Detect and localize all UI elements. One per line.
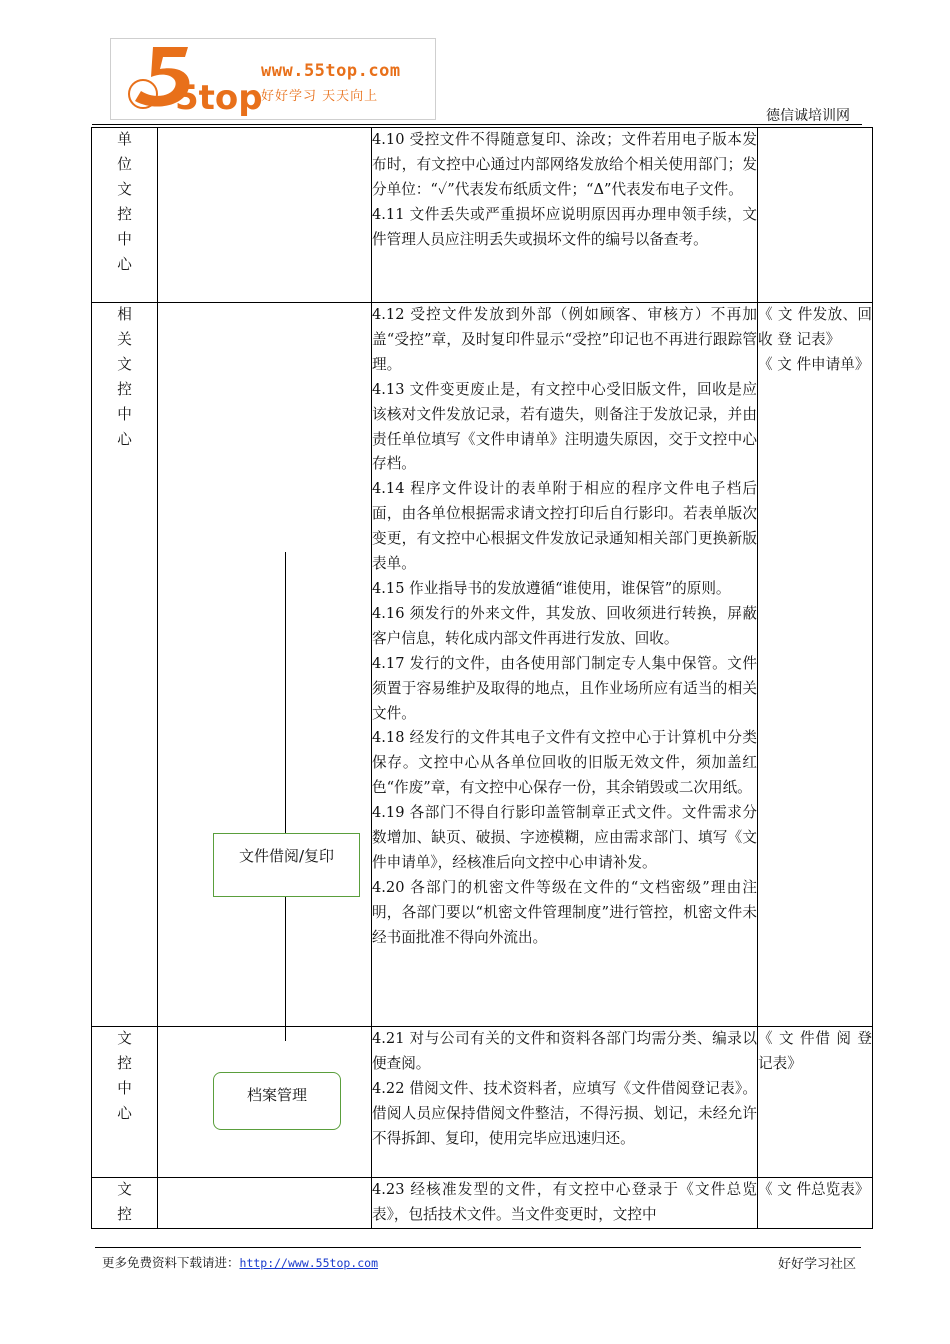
dept-char: 文 bbox=[117, 1030, 132, 1047]
clause-text: 4.10 受控文件不得随意复印、涂改；文件若用电子版本发布时，有文控中心通过内部网络发放给个相关使用部门；发分单位：“✓”代表发布纸质文件；“Δ”代表发布电子文件。 bbox=[372, 131, 757, 198]
records-cell bbox=[758, 1027, 873, 1178]
flow-cell bbox=[158, 303, 372, 1027]
dept-char: 文 bbox=[117, 180, 132, 198]
content-cell bbox=[372, 128, 758, 303]
clause-text: 4.19 各部门不得自行影印盖管制章正式文件。文件需求分数增加、缺页、破损、字迹模糊，应由需求部门、填写《文件申请单》，经核准后向文控中心申请补发。 bbox=[372, 804, 757, 871]
flow-cell bbox=[158, 1178, 372, 1229]
dept-char: 控 bbox=[117, 205, 132, 223]
footer-community: 好好学习社区 bbox=[777, 1257, 856, 1272]
clause-text: 4.21 对与公司有关的文件和资料各部门均需分类、编录以便查阅。 bbox=[372, 1030, 757, 1072]
dept-char: 文 bbox=[117, 355, 132, 373]
dept-char: 中 bbox=[117, 1079, 132, 1097]
site-name: 德信诚培训网 bbox=[766, 108, 850, 124]
clause-text: 4.12 受控文件发放到外部（例如顾客、审核方）不再加盖“受控”章，及时复印件显示“受控”印记也不再进行跟踪管理。 bbox=[372, 306, 757, 373]
clause-text: 4.17 发行的文件，由各使用部门制定专人集中保管。文件须置于容易维护及取得的地点，且作业场所应有适当的相关文件。 bbox=[372, 654, 757, 722]
content-cell bbox=[372, 1178, 758, 1229]
logo-url-text: www.55top.com bbox=[261, 61, 401, 81]
svg-text:5top: 5top bbox=[175, 78, 263, 118]
dept-cell bbox=[92, 303, 158, 1027]
record-form: 《 文 件总览表》 bbox=[758, 1181, 870, 1198]
dept-label bbox=[92, 1027, 157, 1127]
dept-char: 文 bbox=[117, 1181, 132, 1198]
clause-text: 4.18 经发行的文件其电子文件有文控中心于计算机中分类保存。文控中心从各单位回收的旧版无效文件，须加盖红色“作废”章，有文控中心保存一份，其余销毁或二次用纸。 bbox=[372, 729, 757, 797]
footer-download-note bbox=[102, 1253, 378, 1271]
dept-char: 控 bbox=[117, 1205, 132, 1223]
records-cell bbox=[758, 1178, 873, 1229]
clause-text: 4.20 各部门的机密文件等级在文件的“文档密级”理由注明，各部门要以“机密文件管理制度”进行管控，机密文件未经书面批准不得向外流出。 bbox=[372, 878, 757, 946]
flow-step-borrow-copy: 文件借阅/复印 bbox=[213, 833, 360, 897]
clause-text: 4.15 作业指导书的发放遵循“谁使用，谁保管”的原则。 bbox=[372, 579, 731, 597]
dept-char: 关 bbox=[117, 330, 132, 348]
dept-char: 相 bbox=[117, 306, 132, 323]
table-row bbox=[92, 303, 873, 1027]
dept-char: 中 bbox=[117, 230, 132, 248]
dept-cell bbox=[92, 1027, 158, 1178]
records-cell bbox=[758, 128, 873, 303]
header-divider bbox=[92, 124, 862, 125]
dept-char: 位 bbox=[117, 155, 132, 173]
dept-char: 心 bbox=[117, 430, 132, 448]
clause-text: 4.11 文件丢失或严重损坏应说明原因再办理申领手续，文件管理人员应注明丢失或损坏文件的编号以备查考。 bbox=[372, 205, 757, 248]
flow-step-archive: 档案管理 bbox=[213, 1072, 341, 1130]
dept-char: 心 bbox=[117, 1104, 132, 1122]
flow-connector bbox=[285, 552, 286, 833]
site-logo bbox=[110, 38, 436, 120]
dept-label bbox=[92, 303, 157, 452]
clause-text: 4.14 程序文件设计的表单附于相应的程序文件电子档后面，由各单位根据需求请文控打印后自行影印。若表单版次变更，有文控中心根据文件发放记录通知相关部门更换新版表单。 bbox=[372, 480, 757, 573]
footer-link[interactable]: http://www.55top.com bbox=[239, 1256, 378, 1270]
record-form: 《 文 件发放、回收 登 记表》 bbox=[758, 306, 872, 348]
content-cell bbox=[372, 1027, 758, 1178]
dept-char: 控 bbox=[117, 1054, 132, 1072]
flow-cell bbox=[158, 128, 372, 303]
dept-char: 心 bbox=[117, 255, 132, 273]
content-cell bbox=[372, 303, 758, 1027]
record-form: 《 文 件申请单》 bbox=[758, 355, 870, 373]
table-row bbox=[92, 1178, 873, 1229]
procedure-table bbox=[91, 127, 873, 1229]
clause-text: 4.23 经核准发型的文件，有文控中心登录于《文件总览表》，包括技术文件。当文件变更时，文控中 bbox=[372, 1181, 757, 1223]
clause-text: 4.13 文件变更废止是，有文控中心受旧版文件，回收是应该核对文件发放记录，若有遗失，则备注于发放记录，并由责任单位填写《文件申请单》注明遗失原因，交于文控中心存档。 bbox=[372, 380, 757, 473]
dept-cell bbox=[92, 128, 158, 303]
clause-text: 4.22 借阅文件、技术资料者，应填写《文件借阅登记表》。借阅人员应保持借阅文件整洁，不得污损、划记，未经允许不得拆卸、复印，使用完毕应迅速归还。 bbox=[372, 1079, 757, 1147]
flow-connector bbox=[285, 897, 286, 1041]
clause-text: 4.16 须发行的外来文件，其发放、回收须进行转换，屏蔽客户信息，转化成内部文件再进行发放、回收。 bbox=[372, 604, 757, 647]
dept-cell bbox=[92, 1178, 158, 1229]
footer-prefix: 更多免费资料下载请进： bbox=[102, 1255, 240, 1270]
table-row bbox=[92, 1027, 873, 1178]
record-form: 《 文 件借 阅 登记表》 bbox=[758, 1030, 872, 1072]
logo-slogan: 好好学习 天天向上 bbox=[261, 89, 379, 104]
logo-mark-icon bbox=[113, 39, 263, 119]
dept-label bbox=[92, 128, 157, 277]
dept-char: 中 bbox=[117, 405, 132, 423]
records-cell bbox=[758, 303, 873, 1027]
dept-label bbox=[92, 1178, 157, 1228]
table-row bbox=[92, 128, 873, 303]
dept-char: 单 bbox=[117, 131, 132, 148]
footer-divider bbox=[95, 1247, 861, 1248]
dept-char: 控 bbox=[117, 380, 132, 398]
